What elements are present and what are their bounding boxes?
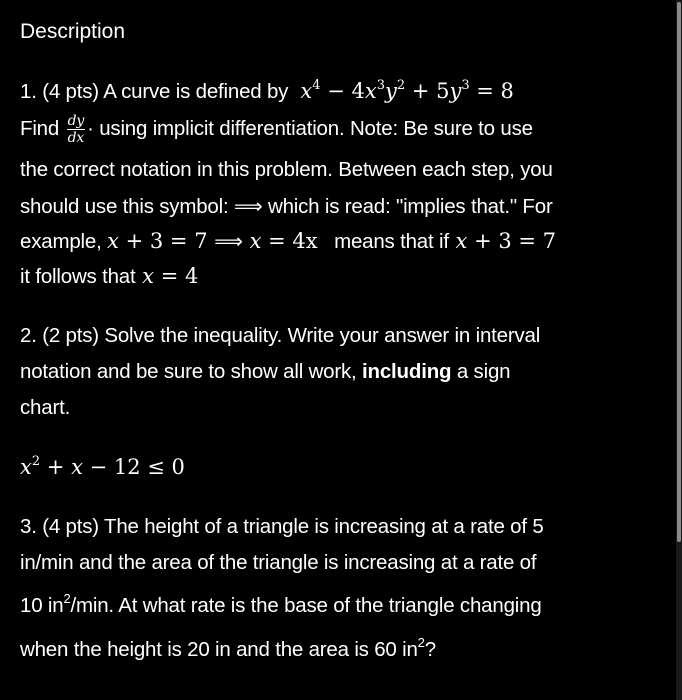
q1-line-3: the correct notation in this problem. Between each step, you [20,158,553,181]
q1-curve-equation: $x^4 - 4x^3y^2 + 5y^3 = 8$ [300,78,514,103]
q2-inequality [20,455,185,480]
q1-symbol-text: should use this symbol: [20,195,229,218]
q2-line-2-text: notation and be sure to show all work, [20,360,357,383]
q3-rate-value: 10 in [20,594,64,617]
q1-line-6 [20,264,198,289]
q1-intro-text: 1. (4 pts) A curve is defined by [20,80,289,103]
q1-find-rest: · using implicit differentiation. Note: Be sure to use [87,116,533,140]
q1-line-1 [20,79,514,104]
q1-implies-text: which is read: "implies that." For [262,195,553,218]
q1-means-text: means that if [317,230,449,253]
q3-line-3 [20,591,542,618]
q3-line-4-text: when the height is 20 in and the area is 60 in [20,638,418,661]
q1-example-result: x = 4 [135,264,199,288]
q2-including-bold: including [356,360,452,383]
q2-line-2 [20,360,510,384]
q3-line-2: in/min and the area of the triangle is increasing at a rate of [20,551,537,574]
q1-example-equation: x + 3 = 7 ⟹ x = 4x [107,229,318,253]
description-heading: Description [20,20,126,43]
q1-line-2 [20,113,533,146]
q2-inequality-math: $x^2 + x - 12 \le 0$ [20,454,185,479]
q3-line-4 [20,635,436,662]
example-implies-arrow: ⟹ [214,229,243,253]
q2-line-3: chart. [20,396,71,419]
vertical-scrollbar[interactable] [676,0,682,700]
q3-rate-exponent: 2 [63,591,71,606]
q3-question-mark: ? [424,638,436,661]
q2-line-1: 2. (2 pts) Solve the inequality. Write your answer in interval [20,324,541,347]
q1-follows-text: it follows that [20,265,136,288]
dy-dx-fraction: $\frac{dy}{dx}$ [67,113,85,146]
q1-line-5 [20,229,556,254]
q2-line-2-rest: a sign [451,360,511,383]
q3-line-1: 3. (4 pts) The height of a triangle is increasing at a rate of 5 [20,515,544,538]
q1-example-label: example, [20,230,102,253]
q3-line-3-rest: /min. At what rate is the base of the triangle changing [70,594,542,617]
implies-arrow-symbol: ⟹ [233,194,263,218]
q3-area-exponent: 2 [417,635,425,650]
scrollbar-thumb[interactable] [677,2,681,542]
q1-line-4 [20,194,553,219]
q1-find-label: Find [20,116,60,140]
q1-example-equation-2: x + 3 = 7 [448,229,557,253]
